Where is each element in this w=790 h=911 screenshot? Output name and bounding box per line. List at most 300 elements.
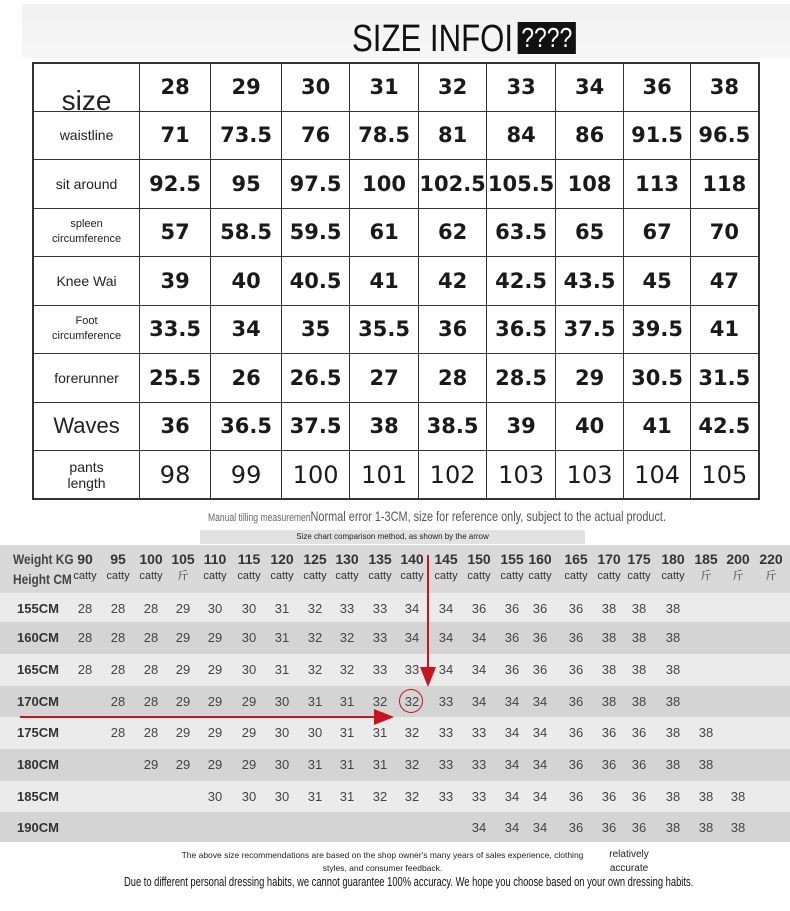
height-label: 155CM [17,601,59,616]
size-cell: 33 [438,757,454,772]
size-cell: 38 [665,725,681,740]
size-cell: 33 [372,601,388,616]
cell: 40.5 [282,257,350,306]
size-col: 28 [140,63,211,111]
cell: 42.5 [691,402,759,451]
size-cell: 38 [601,630,617,645]
size-cell: 34 [532,725,548,740]
weight-unit: catty [303,570,327,582]
size-cell: 28 [77,601,93,616]
highlight-circle [399,689,423,713]
size-cell: 38 [631,694,647,709]
weight-unit: catty [500,570,524,582]
size-cell: 31 [339,694,355,709]
size-cell: 29 [241,757,257,772]
size-cell: 38 [631,662,647,677]
size-cell: 36 [631,820,647,835]
table-row [0,593,790,622]
size-cell: 33 [471,757,487,772]
cell: 39 [140,257,211,306]
weight-unit: catty [528,570,552,582]
size-cell: 30 [274,694,290,709]
size-cell: 36 [568,694,584,709]
cell: 31.5 [691,354,759,403]
size-cell: 32 [404,694,420,709]
weight-unit: catty [106,570,130,582]
size-cell: 36 [568,662,584,677]
weight-unit: catty [203,570,227,582]
weight-value: 185 [694,551,718,567]
cell: 67 [624,208,691,257]
row-label: pants length [33,451,140,500]
title-text: SIZE INFOI [352,18,514,60]
row-label: forerunner [33,354,140,403]
weight-unit: catty [368,570,392,582]
size-cell: 31 [307,789,323,804]
weight-column-header [134,551,168,583]
size-cell: 36 [631,725,647,740]
weight-value: 155 [500,551,524,567]
size-cell: 34 [504,725,520,740]
weight-unit: catty [661,570,685,582]
cell: 103 [556,451,624,500]
cell: 63.5 [487,208,556,257]
height-label: 180CM [17,757,59,772]
cell: 91.5 [624,111,691,160]
cell: 36.5 [211,402,282,451]
measurement-note-text: Normal error 1-3CM, size for reference only, subject to the actual product. [310,508,666,524]
size-col: 29 [211,63,282,111]
size-cell: 33 [438,789,454,804]
size-col: 30 [282,63,350,111]
size-cell: 38 [698,757,714,772]
size-cell: 30 [274,789,290,804]
weight-unit: catty [434,570,458,582]
weight-column-header [559,551,593,583]
cell: 42.5 [487,257,556,306]
size-cell: 36 [504,601,520,616]
size-cell: 29 [241,725,257,740]
size-col: 32 [419,63,487,111]
row-label: Foot circumference [33,305,140,354]
size-cell: 33 [372,630,388,645]
cell: 81 [419,111,487,160]
cell: 97.5 [282,160,350,209]
cell: 41 [350,257,419,306]
table-row [0,686,790,717]
cell: 38.5 [419,402,487,451]
size-col: 36 [624,63,691,111]
cell: 103 [487,451,556,500]
size-cell: 31 [307,694,323,709]
cell: 105.5 [487,160,556,209]
weight-value: 110 [203,551,227,567]
size-cell: 38 [665,601,681,616]
table-row [33,305,759,354]
weight-column-header [689,551,723,583]
weight-column-header [101,551,135,583]
size-cell: 36 [631,789,647,804]
size-cell: 36 [532,630,548,645]
weight-value: 180 [661,551,685,567]
size-cell: 30 [207,601,223,616]
weight-value: 95 [110,551,126,567]
size-cell: 31 [339,789,355,804]
cell: 99 [211,451,282,500]
size-cell: 31 [339,725,355,740]
size-cell: 29 [175,601,191,616]
weight-value: 125 [303,551,327,567]
cell: 47 [691,257,759,306]
weight-column-header [298,551,332,583]
weight-unit: catty [467,570,491,582]
cell: 71 [140,111,211,160]
measurement-note [208,508,666,524]
page-title [352,17,576,61]
weight-unit: 斤 [765,570,777,582]
cell: 73.5 [211,111,282,160]
cell: 92.5 [140,160,211,209]
size-cell: 38 [601,601,617,616]
size-cell: 32 [404,757,420,772]
row-label: spleen circumference [33,208,140,257]
measurement-note-prefix: Manual tilling measuremen [208,512,311,524]
weight-column-header [395,551,429,583]
weight-unit: catty [597,570,621,582]
row-label: sit around [33,160,140,209]
weight-value: 220 [759,551,783,567]
cell: 41 [624,402,691,451]
cell: 43.5 [556,257,624,306]
size-cell: 36 [568,601,584,616]
cell: 28 [419,354,487,403]
cell: 38 [350,402,419,451]
size-cell: 36 [568,789,584,804]
size-cell: 28 [110,694,126,709]
size-cell: 30 [274,725,290,740]
weight-value: 175 [627,551,651,567]
size-cell: 30 [274,757,290,772]
weight-unit: 斤 [732,570,744,582]
size-cell: 38 [665,789,681,804]
size-cell: 34 [504,820,520,835]
cell: 40 [211,257,282,306]
weight-column-header [330,551,364,583]
size-cell: 31 [339,757,355,772]
cell: 36.5 [487,305,556,354]
size-cell: 36 [532,601,548,616]
weight-value: 150 [467,551,491,567]
table-row [33,402,759,451]
size-cell: 38 [665,630,681,645]
size-cell: 28 [143,694,159,709]
size-cell: 30 [241,601,257,616]
size-cell: 38 [730,820,746,835]
cell: 30.5 [624,354,691,403]
cell: 33.5 [140,305,211,354]
cell: 39.5 [624,305,691,354]
weight-value: 170 [597,551,621,567]
weight-unit: catty [73,570,97,582]
weight-unit: catty [564,570,588,582]
size-cell: 38 [698,789,714,804]
weight-column-header [462,551,496,583]
size-cell: 34 [438,662,454,677]
height-label: 190CM [17,820,59,835]
weight-unit: catty [627,570,651,582]
size-cell: 34 [471,630,487,645]
cell: 40 [556,402,624,451]
weight-value: 140 [400,551,424,567]
weight-value: 160 [528,551,552,567]
height-label: 165CM [17,662,59,677]
weight-unit: catty [400,570,424,582]
size-col: 34 [556,63,624,111]
size-cell: 32 [372,789,388,804]
weight-column-header [523,551,557,583]
size-cell: 38 [698,725,714,740]
size-cell: 33 [471,725,487,740]
size-col: 38 [691,63,759,111]
size-cell: 38 [730,789,746,804]
weight-label: Weight KG [13,551,74,567]
size-cell: 28 [110,662,126,677]
size-cell: 32 [372,694,388,709]
size-cell: 38 [665,820,681,835]
cell: 105 [691,451,759,500]
weight-value: 135 [368,551,392,567]
weight-column-header [198,551,232,583]
weight-unit: catty [237,570,261,582]
size-cell: 38 [698,820,714,835]
weight-unit: catty [270,570,294,582]
cell: 108 [556,160,624,209]
size-cell: 34 [532,789,548,804]
title-badge: ???? [518,22,576,54]
size-cell: 38 [631,630,647,645]
table-row [33,111,759,160]
weight-column-header [592,551,626,583]
cell: 86 [556,111,624,160]
size-cell: 34 [504,694,520,709]
size-cell: 31 [372,757,388,772]
weight-column-header [754,551,788,583]
row-label: waistline [33,111,140,160]
size-cell: 29 [175,662,191,677]
cell: 29 [556,354,624,403]
size-cell: 30 [307,725,323,740]
size-cell: 28 [77,662,93,677]
size-cell: 38 [601,662,617,677]
size-cell: 36 [568,725,584,740]
size-cell: 32 [339,630,355,645]
cell: 58.5 [211,208,282,257]
size-cell: 33 [372,662,388,677]
size-cell: 29 [207,694,223,709]
size-header-row [33,63,759,111]
size-cell: 30 [241,662,257,677]
weight-column-header [363,551,397,583]
size-cell: 36 [504,662,520,677]
weight-value: 200 [726,551,750,567]
cell: 36 [419,305,487,354]
size-cell: 34 [532,694,548,709]
weight-column-header [265,551,299,583]
table-row [0,717,790,749]
weight-column-header [166,551,200,583]
weight-column-header [721,551,755,583]
size-cell: 33 [339,601,355,616]
cell: 28.5 [487,354,556,403]
cell: 35.5 [350,305,419,354]
weight-column-header [429,551,463,583]
cell: 65 [556,208,624,257]
size-cell: 29 [207,662,223,677]
weight-value: 120 [270,551,294,567]
table-row [33,160,759,209]
size-cell: 32 [404,725,420,740]
cell: 57 [140,208,211,257]
cell: 45 [624,257,691,306]
size-cell: 28 [77,630,93,645]
size-cell: 32 [339,662,355,677]
cell: 25.5 [140,354,211,403]
cell: 41 [691,305,759,354]
size-cell: 36 [568,757,584,772]
weight-value: 115 [237,551,261,567]
weight-unit: catty [335,570,359,582]
size-cell: 34 [404,630,420,645]
cell: 100 [282,451,350,500]
height-label: Height CM [13,571,72,587]
cell: 61 [350,208,419,257]
cell: 26.5 [282,354,350,403]
size-cell: 29 [175,694,191,709]
size-cell: 34 [532,757,548,772]
size-cell: 34 [438,630,454,645]
table-row [33,257,759,306]
cell: 118 [691,160,759,209]
size-cell: 33 [438,725,454,740]
table-row [0,749,790,781]
cell: 35 [282,305,350,354]
cell: 26 [211,354,282,403]
size-cell: 28 [143,725,159,740]
size-cell: 28 [143,630,159,645]
size-cell: 28 [110,725,126,740]
weight-column-header [68,551,102,583]
cell: 42 [419,257,487,306]
size-cell: 29 [175,630,191,645]
size-cell: 31 [274,662,290,677]
cell: 104 [624,451,691,500]
size-cell: 32 [307,630,323,645]
cell: 102 [419,451,487,500]
size-cell: 38 [665,694,681,709]
size-cell: 30 [241,630,257,645]
size-cell: 33 [438,694,454,709]
size-cell: 30 [241,789,257,804]
weight-value: 130 [335,551,359,567]
size-cell: 34 [471,662,487,677]
size-cell: 34 [504,757,520,772]
cell: 96.5 [691,111,759,160]
cell: 62 [419,208,487,257]
cell: 84 [487,111,556,160]
size-cell: 30 [207,789,223,804]
size-cell: 34 [471,694,487,709]
size-cell: 29 [207,757,223,772]
size-cell: 29 [207,725,223,740]
measurement-table [32,62,760,500]
table-row [0,812,790,842]
size-header-label: size [33,63,140,111]
size-cell: 36 [532,662,548,677]
cell: 95 [211,160,282,209]
cell: 39 [487,402,556,451]
size-cell: 36 [601,789,617,804]
weight-value: 145 [434,551,458,567]
weight-unit: 斤 [177,570,189,582]
size-cell: 36 [504,630,520,645]
size-cell: 33 [404,662,420,677]
size-cell: 34 [471,820,487,835]
cell: 37.5 [282,402,350,451]
row-label: Knee Wai [33,257,140,306]
weight-unit: 斤 [700,570,712,582]
weight-unit: catty [139,570,163,582]
cell: 102.5 [419,160,487,209]
height-label: 160CM [17,630,59,645]
cell: 113 [624,160,691,209]
size-cell: 32 [307,601,323,616]
size-cell: 28 [110,601,126,616]
table-row [0,654,790,686]
weight-value: 165 [564,551,588,567]
size-cell: 33 [471,789,487,804]
size-cell: 28 [143,662,159,677]
footer-recommendation-note: The above size recommendations are based on the shop owner's many years of sales experience, clothing styles, and consumer feedback. [181,850,584,873]
table-row [0,622,790,654]
size-cell: 38 [665,662,681,677]
size-cell: 34 [438,601,454,616]
size-cell: 32 [404,789,420,804]
cell: 70 [691,208,759,257]
cell: 34 [211,305,282,354]
size-cell: 38 [601,694,617,709]
comparison-method-note: Size chart comparison method, as shown by the arrow [200,530,585,544]
weight-value: 105 [171,551,195,567]
cell: 36 [140,402,211,451]
size-cell: 34 [504,789,520,804]
size-cell: 36 [568,820,584,835]
size-cell: 31 [274,601,290,616]
size-cell: 36 [601,725,617,740]
size-cell: 38 [631,601,647,616]
row-label: Waves [33,402,140,451]
cell: 27 [350,354,419,403]
cell: 76 [282,111,350,160]
size-cell: 34 [404,601,420,616]
cell: 78.5 [350,111,419,160]
size-cell: 38 [665,757,681,772]
size-cell: 29 [175,757,191,772]
footer-disclaimer: Due to different personal dressing habits, we cannot guarantee 100% accuracy. We hope you choose based on your own dressing habits. [124,874,694,889]
cell: 100 [350,160,419,209]
size-cell: 28 [143,601,159,616]
size-cell: 36 [601,757,617,772]
size-cell: 36 [631,757,647,772]
